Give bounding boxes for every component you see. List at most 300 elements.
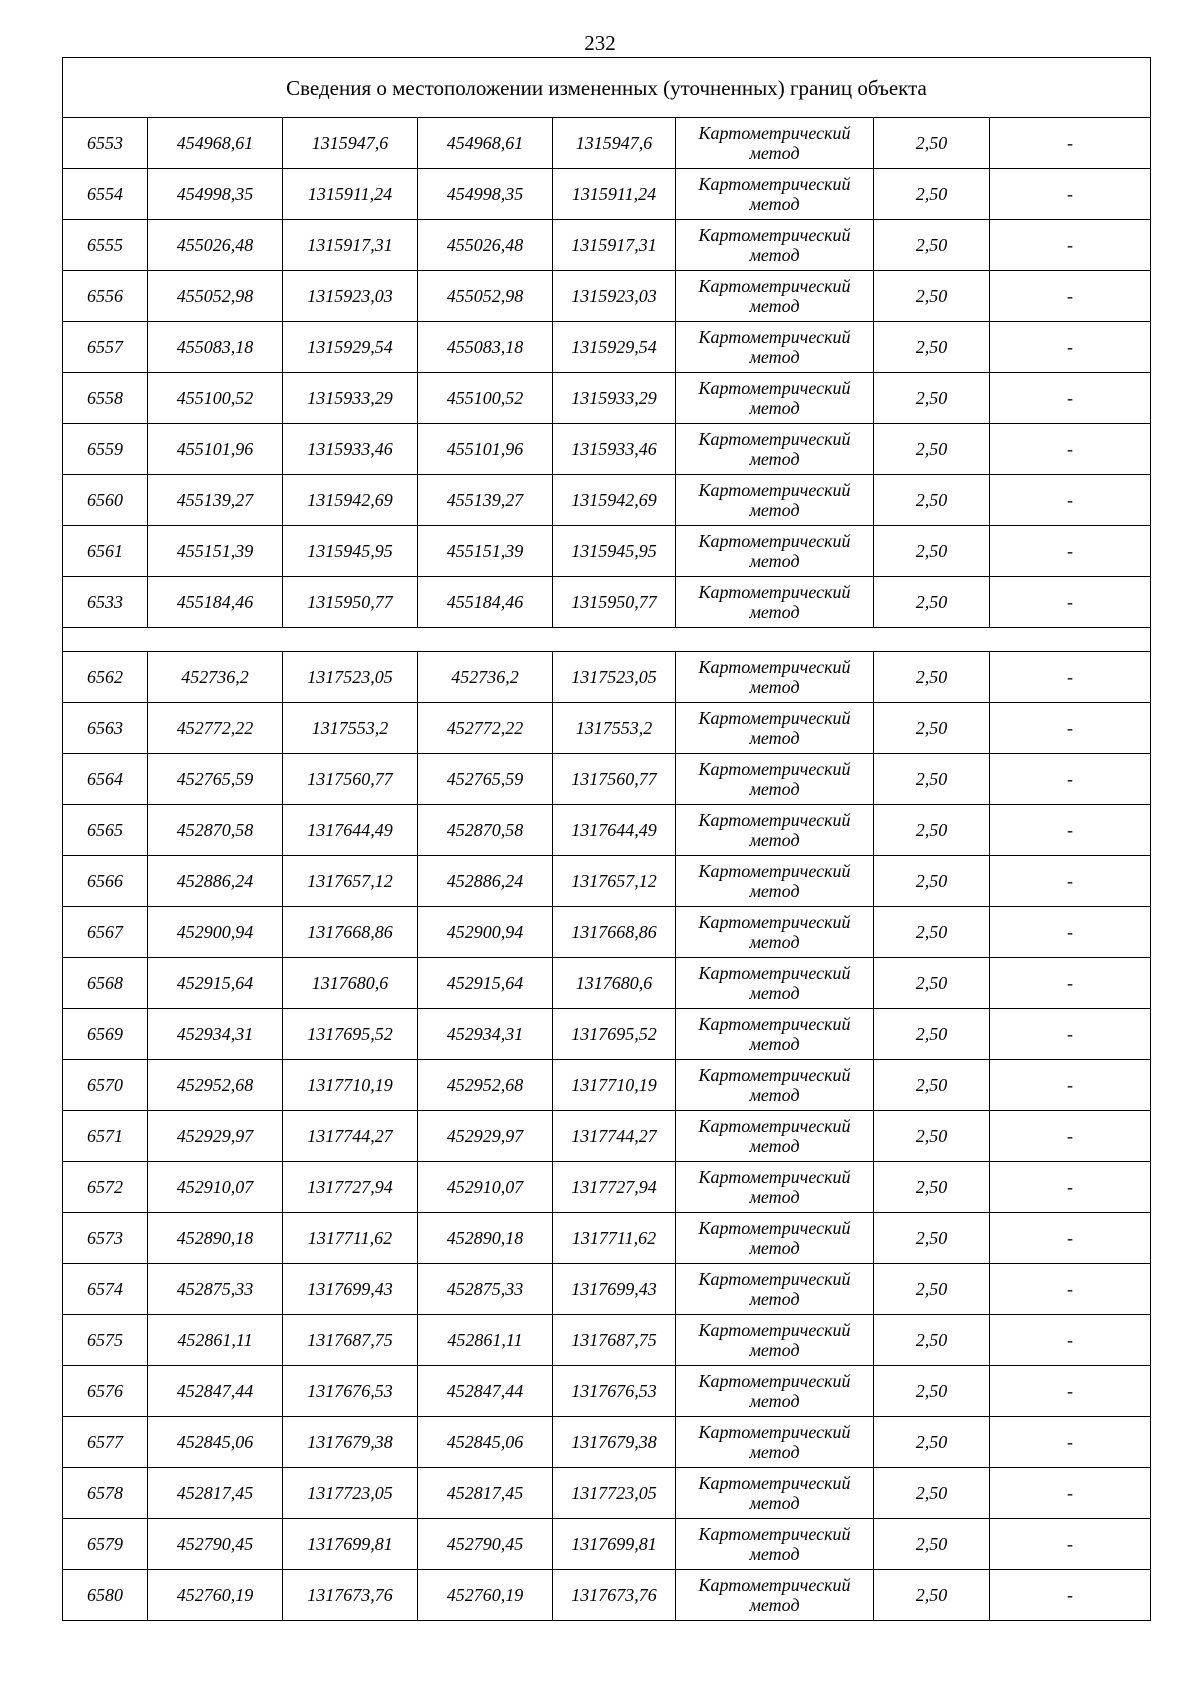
note-cell: -	[990, 958, 1151, 1009]
note-cell: -	[990, 271, 1151, 322]
refined-y-cell: 1317699,43	[553, 1264, 676, 1315]
table-row	[63, 1264, 1151, 1315]
point-number-cell: 6553	[63, 118, 148, 169]
accuracy-cell: 2,50	[874, 1111, 990, 1162]
refined-x-cell: 452847,44	[418, 1366, 553, 1417]
table-row	[63, 475, 1151, 526]
existing-y-cell: 1315933,46	[283, 424, 418, 475]
refined-x-cell: 452910,07	[418, 1162, 553, 1213]
method-line1: Картометрический	[698, 123, 851, 143]
existing-y-cell: 1317687,75	[283, 1315, 418, 1366]
refined-y-cell: 1315911,24	[553, 169, 676, 220]
existing-x-cell: 452760,19	[148, 1570, 283, 1621]
accuracy-cell: 2,50	[874, 1519, 990, 1570]
accuracy-cell: 2,50	[874, 958, 990, 1009]
note-cell: -	[990, 169, 1151, 220]
group-separator-row	[63, 628, 1151, 652]
method-line2: метод	[749, 728, 800, 748]
point-number-cell: 6566	[63, 856, 148, 907]
refined-y-cell: 1317723,05	[553, 1468, 676, 1519]
method-cell	[676, 220, 874, 271]
point-number-cell: 6533	[63, 577, 148, 628]
method-line2: метод	[749, 143, 800, 163]
table-row	[63, 856, 1151, 907]
note-cell: -	[990, 1570, 1151, 1621]
method-cell	[676, 1009, 874, 1060]
table-row	[63, 169, 1151, 220]
method-line1: Картометрический	[698, 1116, 851, 1136]
accuracy-cell: 2,50	[874, 475, 990, 526]
accuracy-cell: 2,50	[874, 1417, 990, 1468]
method-cell	[676, 271, 874, 322]
existing-x-cell: 452861,11	[148, 1315, 283, 1366]
table-row	[63, 1009, 1151, 1060]
method-cell	[676, 1264, 874, 1315]
method-line1: Картометрический	[698, 708, 851, 728]
method-line2: метод	[749, 1595, 800, 1615]
table-row	[63, 958, 1151, 1009]
method-cell	[676, 754, 874, 805]
method-line1: Картометрический	[698, 912, 851, 932]
existing-x-cell: 454968,61	[148, 118, 283, 169]
existing-x-cell: 452886,24	[148, 856, 283, 907]
existing-x-cell: 452900,94	[148, 907, 283, 958]
refined-y-cell: 1315942,69	[553, 475, 676, 526]
existing-y-cell: 1317668,86	[283, 907, 418, 958]
note-cell: -	[990, 1060, 1151, 1111]
existing-x-cell: 452915,64	[148, 958, 283, 1009]
existing-y-cell: 1317644,49	[283, 805, 418, 856]
table-body	[63, 58, 1151, 1621]
note-cell: -	[990, 754, 1151, 805]
refined-y-cell: 1315933,29	[553, 373, 676, 424]
method-line1: Картометрический	[698, 1473, 851, 1493]
table-row	[63, 526, 1151, 577]
method-line2: метод	[749, 551, 800, 571]
method-cell	[676, 577, 874, 628]
point-number-cell: 6561	[63, 526, 148, 577]
existing-x-cell: 452817,45	[148, 1468, 283, 1519]
existing-x-cell: 452934,31	[148, 1009, 283, 1060]
method-cell	[676, 475, 874, 526]
existing-y-cell: 1315945,95	[283, 526, 418, 577]
note-cell: -	[990, 475, 1151, 526]
refined-x-cell: 455083,18	[418, 322, 553, 373]
existing-y-cell: 1317657,12	[283, 856, 418, 907]
method-line1: Картометрический	[698, 657, 851, 677]
method-line2: метод	[749, 1544, 800, 1564]
refined-y-cell: 1317644,49	[553, 805, 676, 856]
refined-y-cell: 1317560,77	[553, 754, 676, 805]
table-row	[63, 220, 1151, 271]
method-cell	[676, 1111, 874, 1162]
existing-x-cell: 454998,35	[148, 169, 283, 220]
refined-x-cell: 452886,24	[418, 856, 553, 907]
point-number-cell: 6576	[63, 1366, 148, 1417]
existing-y-cell: 1317553,2	[283, 703, 418, 754]
point-number-cell: 6555	[63, 220, 148, 271]
method-line1: Картометрический	[698, 1524, 851, 1544]
existing-x-cell: 452790,45	[148, 1519, 283, 1570]
table-title-row	[63, 58, 1151, 118]
note-cell: -	[990, 1315, 1151, 1366]
accuracy-cell: 2,50	[874, 1162, 990, 1213]
method-line2: метод	[749, 194, 800, 214]
refined-x-cell: 454968,61	[418, 118, 553, 169]
existing-y-cell: 1317699,81	[283, 1519, 418, 1570]
point-number-cell: 6559	[63, 424, 148, 475]
method-line2: метод	[749, 1085, 800, 1105]
existing-x-cell: 452952,68	[148, 1060, 283, 1111]
point-number-cell: 6556	[63, 271, 148, 322]
table-row	[63, 1213, 1151, 1264]
note-cell: -	[990, 1366, 1151, 1417]
table-row	[63, 118, 1151, 169]
method-line2: метод	[749, 602, 800, 622]
note-cell: -	[990, 220, 1151, 271]
note-cell: -	[990, 373, 1151, 424]
note-cell: -	[990, 856, 1151, 907]
method-cell	[676, 1366, 874, 1417]
refined-x-cell: 452870,58	[418, 805, 553, 856]
accuracy-cell: 2,50	[874, 1468, 990, 1519]
existing-y-cell: 1317711,62	[283, 1213, 418, 1264]
refined-y-cell: 1317687,75	[553, 1315, 676, 1366]
accuracy-cell: 2,50	[874, 703, 990, 754]
refined-x-cell: 452900,94	[418, 907, 553, 958]
note-cell: -	[990, 1519, 1151, 1570]
refined-x-cell: 455139,27	[418, 475, 553, 526]
method-cell	[676, 703, 874, 754]
table-row	[63, 907, 1151, 958]
point-number-cell: 6564	[63, 754, 148, 805]
note-cell: -	[990, 1213, 1151, 1264]
refined-y-cell: 1315929,54	[553, 322, 676, 373]
accuracy-cell: 2,50	[874, 118, 990, 169]
existing-y-cell: 1317744,27	[283, 1111, 418, 1162]
table-row	[63, 1315, 1151, 1366]
existing-x-cell: 452847,44	[148, 1366, 283, 1417]
note-cell: -	[990, 652, 1151, 703]
refined-x-cell: 452952,68	[418, 1060, 553, 1111]
method-line2: метод	[749, 1034, 800, 1054]
existing-x-cell: 455100,52	[148, 373, 283, 424]
group-separator	[63, 628, 1151, 652]
table-row	[63, 1060, 1151, 1111]
method-cell	[676, 856, 874, 907]
table-row	[63, 373, 1151, 424]
point-number-cell: 6578	[63, 1468, 148, 1519]
existing-x-cell: 452772,22	[148, 703, 283, 754]
method-line1: Картометрический	[698, 759, 851, 779]
existing-y-cell: 1315923,03	[283, 271, 418, 322]
method-cell	[676, 526, 874, 577]
method-cell	[676, 958, 874, 1009]
existing-x-cell: 452875,33	[148, 1264, 283, 1315]
refined-y-cell: 1317657,12	[553, 856, 676, 907]
point-number-cell: 6570	[63, 1060, 148, 1111]
accuracy-cell: 2,50	[874, 1009, 990, 1060]
method-cell	[676, 1519, 874, 1570]
accuracy-cell: 2,50	[874, 271, 990, 322]
method-line1: Картометрический	[698, 810, 851, 830]
note-cell: -	[990, 907, 1151, 958]
page-number: 232	[584, 31, 616, 55]
method-line1: Картометрический	[698, 1269, 851, 1289]
note-cell: -	[990, 1009, 1151, 1060]
method-line1: Картометрический	[698, 174, 851, 194]
table-row	[63, 652, 1151, 703]
method-line2: метод	[749, 830, 800, 850]
point-number-cell: 6567	[63, 907, 148, 958]
refined-x-cell: 452765,59	[418, 754, 553, 805]
existing-x-cell: 455026,48	[148, 220, 283, 271]
existing-y-cell: 1315911,24	[283, 169, 418, 220]
method-line1: Картометрический	[698, 1575, 851, 1595]
existing-x-cell: 455151,39	[148, 526, 283, 577]
note-cell: -	[990, 322, 1151, 373]
existing-y-cell: 1315942,69	[283, 475, 418, 526]
method-line1: Картометрический	[698, 480, 851, 500]
method-cell	[676, 907, 874, 958]
accuracy-cell: 2,50	[874, 1570, 990, 1621]
note-cell: -	[990, 703, 1151, 754]
point-number-cell: 6562	[63, 652, 148, 703]
accuracy-cell: 2,50	[874, 805, 990, 856]
table-row	[63, 1468, 1151, 1519]
refined-y-cell: 1317711,62	[553, 1213, 676, 1264]
note-cell: -	[990, 1264, 1151, 1315]
refined-x-cell: 455184,46	[418, 577, 553, 628]
method-line2: метод	[749, 1391, 800, 1411]
method-line1: Картометрический	[698, 327, 851, 347]
refined-x-cell: 455026,48	[418, 220, 553, 271]
method-cell	[676, 1417, 874, 1468]
method-line2: метод	[749, 881, 800, 901]
table-row	[63, 703, 1151, 754]
method-line1: Картометрический	[698, 1218, 851, 1238]
refined-x-cell: 452861,11	[418, 1315, 553, 1366]
refined-y-cell: 1317523,05	[553, 652, 676, 703]
method-cell	[676, 805, 874, 856]
method-line2: метод	[749, 1340, 800, 1360]
existing-y-cell: 1317560,77	[283, 754, 418, 805]
point-number-cell: 6573	[63, 1213, 148, 1264]
refined-x-cell: 455101,96	[418, 424, 553, 475]
point-number-cell: 6572	[63, 1162, 148, 1213]
accuracy-cell: 2,50	[874, 526, 990, 577]
method-line2: метод	[749, 1136, 800, 1156]
method-line2: метод	[749, 296, 800, 316]
existing-y-cell: 1317523,05	[283, 652, 418, 703]
point-number-cell: 6580	[63, 1570, 148, 1621]
refined-y-cell: 1317673,76	[553, 1570, 676, 1621]
method-line1: Картометрический	[698, 276, 851, 296]
note-cell: -	[990, 1111, 1151, 1162]
existing-x-cell: 455083,18	[148, 322, 283, 373]
table-row	[63, 1162, 1151, 1213]
method-cell	[676, 322, 874, 373]
method-line1: Картометрический	[698, 1320, 851, 1340]
refined-x-cell: 455052,98	[418, 271, 553, 322]
refined-x-cell: 452929,97	[418, 1111, 553, 1162]
accuracy-cell: 2,50	[874, 754, 990, 805]
existing-x-cell: 455101,96	[148, 424, 283, 475]
refined-y-cell: 1315947,6	[553, 118, 676, 169]
note-cell: -	[990, 1417, 1151, 1468]
note-cell: -	[990, 805, 1151, 856]
existing-y-cell: 1317673,76	[283, 1570, 418, 1621]
accuracy-cell: 2,50	[874, 856, 990, 907]
existing-x-cell: 455052,98	[148, 271, 283, 322]
existing-x-cell: 452765,59	[148, 754, 283, 805]
refined-x-cell: 454998,35	[418, 169, 553, 220]
method-line2: метод	[749, 983, 800, 1003]
existing-x-cell: 452845,06	[148, 1417, 283, 1468]
refined-x-cell: 452772,22	[418, 703, 553, 754]
refined-y-cell: 1317699,81	[553, 1519, 676, 1570]
refined-x-cell: 452934,31	[418, 1009, 553, 1060]
refined-y-cell: 1315917,31	[553, 220, 676, 271]
point-number-cell: 6579	[63, 1519, 148, 1570]
refined-x-cell: 452845,06	[418, 1417, 553, 1468]
method-line2: метод	[749, 1187, 800, 1207]
existing-y-cell: 1317680,6	[283, 958, 418, 1009]
method-cell	[676, 169, 874, 220]
accuracy-cell: 2,50	[874, 322, 990, 373]
accuracy-cell: 2,50	[874, 1213, 990, 1264]
accuracy-cell: 2,50	[874, 1264, 990, 1315]
method-line2: метод	[749, 449, 800, 469]
existing-y-cell: 1315947,6	[283, 118, 418, 169]
refined-y-cell: 1317680,6	[553, 958, 676, 1009]
refined-y-cell: 1317679,38	[553, 1417, 676, 1468]
table-row	[63, 1417, 1151, 1468]
point-number-cell: 6577	[63, 1417, 148, 1468]
refined-y-cell: 1317744,27	[553, 1111, 676, 1162]
refined-y-cell: 1317710,19	[553, 1060, 676, 1111]
method-line1: Картометрический	[698, 429, 851, 449]
table-row	[63, 1519, 1151, 1570]
point-number-cell: 6571	[63, 1111, 148, 1162]
point-number-cell: 6568	[63, 958, 148, 1009]
existing-x-cell: 452929,97	[148, 1111, 283, 1162]
accuracy-cell: 2,50	[874, 169, 990, 220]
accuracy-cell: 2,50	[874, 220, 990, 271]
method-line1: Картометрический	[698, 582, 851, 602]
existing-y-cell: 1315929,54	[283, 322, 418, 373]
method-cell	[676, 1468, 874, 1519]
method-cell	[676, 652, 874, 703]
method-cell	[676, 1213, 874, 1264]
table-row	[63, 805, 1151, 856]
method-line1: Картометрический	[698, 225, 851, 245]
existing-y-cell: 1315933,29	[283, 373, 418, 424]
method-line1: Картометрический	[698, 1167, 851, 1187]
accuracy-cell: 2,50	[874, 424, 990, 475]
method-cell	[676, 1315, 874, 1366]
refined-x-cell: 452875,33	[418, 1264, 553, 1315]
method-line2: метод	[749, 500, 800, 520]
existing-y-cell: 1317679,38	[283, 1417, 418, 1468]
accuracy-cell: 2,50	[874, 652, 990, 703]
existing-x-cell: 452736,2	[148, 652, 283, 703]
refined-y-cell: 1315923,03	[553, 271, 676, 322]
existing-y-cell: 1317676,53	[283, 1366, 418, 1417]
existing-x-cell: 452890,18	[148, 1213, 283, 1264]
point-number-cell: 6574	[63, 1264, 148, 1315]
existing-x-cell: 452910,07	[148, 1162, 283, 1213]
point-number-cell: 6575	[63, 1315, 148, 1366]
method-line2: метод	[749, 1442, 800, 1462]
accuracy-cell: 2,50	[874, 1366, 990, 1417]
refined-x-cell: 452760,19	[418, 1570, 553, 1621]
refined-y-cell: 1317695,52	[553, 1009, 676, 1060]
refined-x-cell: 452817,45	[418, 1468, 553, 1519]
refined-y-cell: 1315950,77	[553, 577, 676, 628]
method-cell	[676, 1570, 874, 1621]
point-number-cell: 6557	[63, 322, 148, 373]
table-row	[63, 271, 1151, 322]
method-line1: Картометрический	[698, 1065, 851, 1085]
point-number-cell: 6569	[63, 1009, 148, 1060]
accuracy-cell: 2,50	[874, 577, 990, 628]
table-title: Сведения о местоположении измененных (уточненных) границ объекта	[63, 58, 1151, 118]
table-row	[63, 424, 1151, 475]
method-line2: метод	[749, 779, 800, 799]
existing-x-cell: 452870,58	[148, 805, 283, 856]
refined-y-cell: 1317727,94	[553, 1162, 676, 1213]
table-row	[63, 1570, 1151, 1621]
method-line1: Картометрический	[698, 531, 851, 551]
method-line2: метод	[749, 398, 800, 418]
existing-y-cell: 1317710,19	[283, 1060, 418, 1111]
method-line1: Картометрический	[698, 963, 851, 983]
existing-y-cell: 1315950,77	[283, 577, 418, 628]
method-cell	[676, 118, 874, 169]
existing-y-cell: 1317723,05	[283, 1468, 418, 1519]
method-line2: метод	[749, 1238, 800, 1258]
accuracy-cell: 2,50	[874, 907, 990, 958]
method-cell	[676, 1060, 874, 1111]
table-row	[63, 1111, 1151, 1162]
note-cell: -	[990, 526, 1151, 577]
refined-x-cell: 452790,45	[418, 1519, 553, 1570]
boundary-coordinates-table	[62, 57, 1151, 1621]
note-cell: -	[990, 577, 1151, 628]
accuracy-cell: 2,50	[874, 1315, 990, 1366]
refined-y-cell: 1317668,86	[553, 907, 676, 958]
note-cell: -	[990, 1468, 1151, 1519]
method-line2: метод	[749, 245, 800, 265]
refined-x-cell: 455151,39	[418, 526, 553, 577]
method-line1: Картометрический	[698, 861, 851, 881]
accuracy-cell: 2,50	[874, 1060, 990, 1111]
existing-x-cell: 455184,46	[148, 577, 283, 628]
method-cell	[676, 424, 874, 475]
method-line2: метод	[749, 932, 800, 952]
table-row	[63, 1366, 1151, 1417]
refined-x-cell: 452915,64	[418, 958, 553, 1009]
refined-y-cell: 1317553,2	[553, 703, 676, 754]
point-number-cell: 6554	[63, 169, 148, 220]
note-cell: -	[990, 1162, 1151, 1213]
existing-y-cell: 1315917,31	[283, 220, 418, 271]
existing-x-cell: 455139,27	[148, 475, 283, 526]
method-line2: метод	[749, 1289, 800, 1309]
refined-y-cell: 1317676,53	[553, 1366, 676, 1417]
refined-x-cell: 452736,2	[418, 652, 553, 703]
